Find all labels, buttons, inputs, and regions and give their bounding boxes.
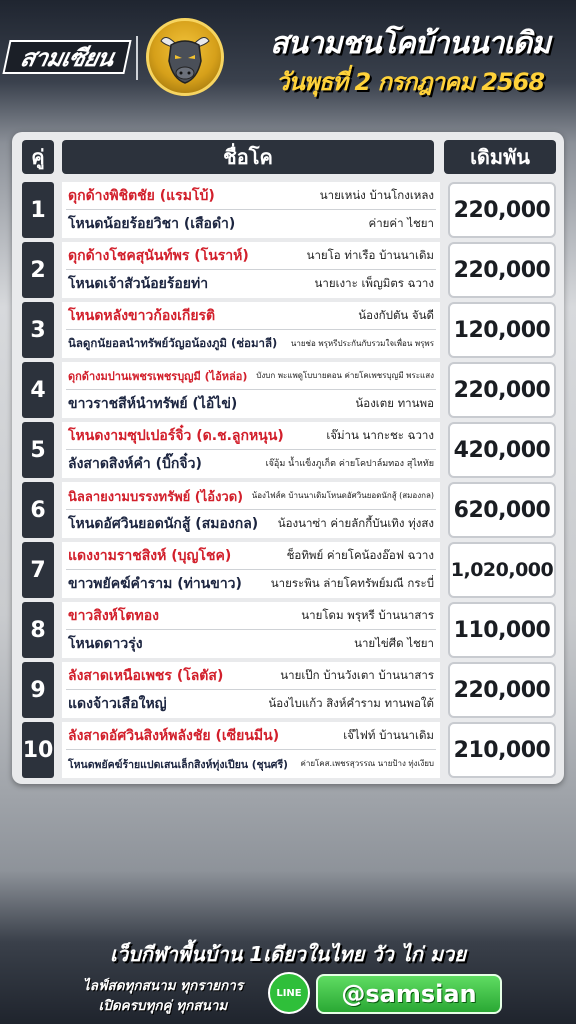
owner-name-2: เจ๊อุ้ม น้ำแข็งภูเก็ต ค่ายโคปาล์มทอง สุไหทัย [265,459,434,469]
cow-line-1 [68,423,434,449]
page-title: สนามชนโคบ้านนาเดิม [270,26,550,61]
bet-amount: 220,000 [448,362,556,418]
pair-number: 1 [22,182,54,238]
pair-names [62,362,440,418]
owner-name-2: น้องเตย ทานพอ [355,396,434,410]
row-divider [66,689,436,690]
table-row [12,362,564,418]
pair-names [62,302,440,358]
cow-name-1: ดุกด้างโชคสุนันท์พร (โนราห์) [68,248,249,264]
event-date: วันพุธที่ 2 กรกฎาคม 2568 [275,68,545,96]
pair-names [62,482,440,538]
cow-line-1 [68,483,434,509]
table-row [12,182,564,238]
cow-name-2: ลังสาดสิงห์คำ (บิ๊กจิ๋ว) [68,456,202,472]
cow-line-2 [68,571,434,597]
cow-line-2 [68,451,434,477]
pair-names [62,542,440,598]
row-divider [66,509,436,510]
cow-line-1 [68,243,434,269]
pair-number: 7 [22,542,54,598]
pair-number: 10 [22,722,54,778]
cow-name-1: แดงงามราชสิงห์ (บุญโชค) [68,548,232,564]
owner-name-2: นายเงาะ เพ็ญมิตร ฉวาง [314,276,434,290]
owner-name-2: ค่ายโคส.เพชรสุวรรณ นายป้าง ทุ่งเงียบ [300,759,434,768]
pair-names [62,662,440,718]
cow-line-2 [68,751,434,777]
cow-name-1: นิลลายงามบรรงทรัพย์ (ไอ้งวด) [68,489,244,505]
table-row [12,542,564,598]
pair-names [62,722,440,778]
pair-names [62,422,440,478]
cow-name-1: ลังสาดเหนือเพชร (โลตัส) [68,668,224,684]
cow-name-1: โหนดงามซุปเปอร์จิ๋ว (ด.ช.ลูกหนุน) [68,428,284,444]
owner-name-1: นายโอ ท่าเรือ บ้านนาเดิม [306,248,434,262]
header [0,0,576,112]
bet-amount: 220,000 [448,182,556,238]
owner-name-1: เจ๊ม่าน นากะชะ ฉวาง [326,428,434,442]
header-pair-number: คู่ [22,140,54,174]
bet-amount: 220,000 [448,662,556,718]
cow-line-1 [68,663,434,689]
cow-name-2: ขาวราชสีห์นำทรัพย์ (ไอ้ไข่) [68,396,238,412]
row-divider [66,209,436,210]
cow-name-1: ลังสาดอัศวินสิงห์พลังชัย (เซียนมีน) [68,728,280,744]
cow-line-2 [68,331,434,357]
cow-name-2: โหนดดาวรุ่ง [68,636,143,652]
bet-amount: 110,000 [448,602,556,658]
cow-name-2: โหนดพยัคฆ์ร้ายแปดเสนเล็กสิงห์ทุ่งเปียน (ชุนศรี) [68,758,288,771]
owner-name-1: บังบก พะแพดูโบบายตอน ค่ายโคเพชรบุญมี พระแสง [256,371,434,380]
bet-amount: 120,000 [448,302,556,358]
match-table [12,132,564,784]
row-divider [66,749,436,750]
owner-name-2: น้องไบแก้ว สิงห์คำราม ทานพอใต้ [268,696,434,710]
cow-line-1 [68,303,434,329]
cow-name-2: นิลดูกนัยอลนำทรัพย์วัญอน้องภูมิ (ช่อมาลี) [68,336,278,350]
bet-amount: 420,000 [448,422,556,478]
pair-names [62,182,440,238]
owner-name-1: ช็อทิพย์ ค่ายโคน้องอ๊อฟ ฉวาง [286,548,434,562]
owner-name-2: น้องนาซ่า ค่ายลักกี้บันเทิง ทุ่งสง [277,516,434,530]
table-row [12,482,564,538]
table-row [12,662,564,718]
pair-number: 2 [22,242,54,298]
pair-number: 6 [22,482,54,538]
table-row [12,302,564,358]
line-app-icon[interactable] [268,972,310,1014]
pair-number: 8 [22,602,54,658]
line-handle-button[interactable]: @samsian [316,974,502,1014]
cow-line-2 [68,271,434,297]
header-cow-name: ชื่อโค [62,140,434,174]
pair-number: 5 [22,422,54,478]
owner-name-1: น้องไฟส์ค บ้านนาเดิมโหนดอัศวินยอดนักสู้ (สมองกล) [251,491,434,500]
owner-name-2: นายระพิน ล่ายโคทรัพย์มณี กระบี่ [270,576,434,590]
owner-name-1: นายเป๊ก บ้านวังเตา บ้านนาสาร [280,668,434,682]
footer-slogan: เว็บกีฬาพื้นบ้าน 1เดียวในไทย วัว ไก่ มวย [110,942,466,966]
pair-names [62,242,440,298]
row-divider [66,329,436,330]
row-divider [66,569,436,570]
cow-line-1 [68,603,434,629]
bet-amount: 210,000 [448,722,556,778]
cow-line-2 [68,211,434,237]
cow-name-1: ดุกด้างพิชิตชัย (แรมโบ้) [68,188,215,204]
cow-name-2: โหนดเจ้าสัวน้อยร้อยท่า [68,276,209,292]
pair-number: 3 [22,302,54,358]
owner-name-1: น้องกัปตัน จันดี [358,308,434,322]
owner-name-1: เจ๊ไฟท์ บ้านนาเดิม [343,728,434,742]
owner-name-2: ค่ายค่า ไชยา [368,216,434,230]
table-row [12,242,564,298]
cow-name-2: ขาวพยัคฆ์คำราม (ท่านขาว) [68,576,242,592]
row-divider [66,269,436,270]
header-bet: เดิมพัน [444,140,556,174]
cow-line-2 [68,691,434,717]
cow-name-1: โหนดหลังขาวก้องเกียรติ [68,308,216,324]
owner-name-2: นายไข่ศีด ไชยา [354,636,434,650]
logo-divider [136,36,138,80]
pair-number: 9 [22,662,54,718]
cow-name-1: ขาวสิงห์โตทอง [68,608,159,624]
cow-line-1 [68,183,434,209]
bet-amount: 620,000 [448,482,556,538]
pair-names [62,602,440,658]
owner-name-2: นายช่อ พรุหรีประกันกับรวมใจเพื่อน พรุพร [290,339,434,348]
cow-line-2 [68,631,434,657]
bet-amount: 220,000 [448,242,556,298]
table-row [12,602,564,658]
owner-name-1: นายเหน่ง บ้านโกงเหลง [319,188,434,202]
table-row [12,722,564,778]
cow-name-2: แดงจ้าวเสือใหญ่ [68,696,167,712]
pair-number: 4 [22,362,54,418]
cow-line-1 [68,543,434,569]
cow-line-2 [68,391,434,417]
row-divider [66,629,436,630]
cow-name-1: ดุกด้างมปานเพชรเพชรบุญมี (ไอ้หล่อ) [68,370,248,383]
footer-line-2: เปิดครบทุกคู่ ทุกสนาม [98,998,228,1014]
row-divider [66,449,436,450]
bet-amount: 1,020,000 [448,542,556,598]
cow-line-1 [68,363,434,389]
cow-line-2 [68,511,434,537]
table-row [12,422,564,478]
bull-mascot-icon [146,18,224,96]
line-label: LINE [276,987,302,999]
owner-name-1: นายโดม พรุหรี บ้านนาสาร [301,608,434,622]
cow-name-2: โหนดอัศวินยอดนักสู้ (สมองกล) [68,516,259,532]
footer-line-1: ไลฟ์สดทุกสนาม ทุกรายการ [82,978,244,994]
row-divider [66,389,436,390]
brand-name: สามเซียน [17,43,116,72]
cow-line-1 [68,723,434,749]
brand-logo [2,40,131,74]
cow-name-2: โหนดน้อยร้อยวิชา (เสือดำ) [68,216,236,232]
